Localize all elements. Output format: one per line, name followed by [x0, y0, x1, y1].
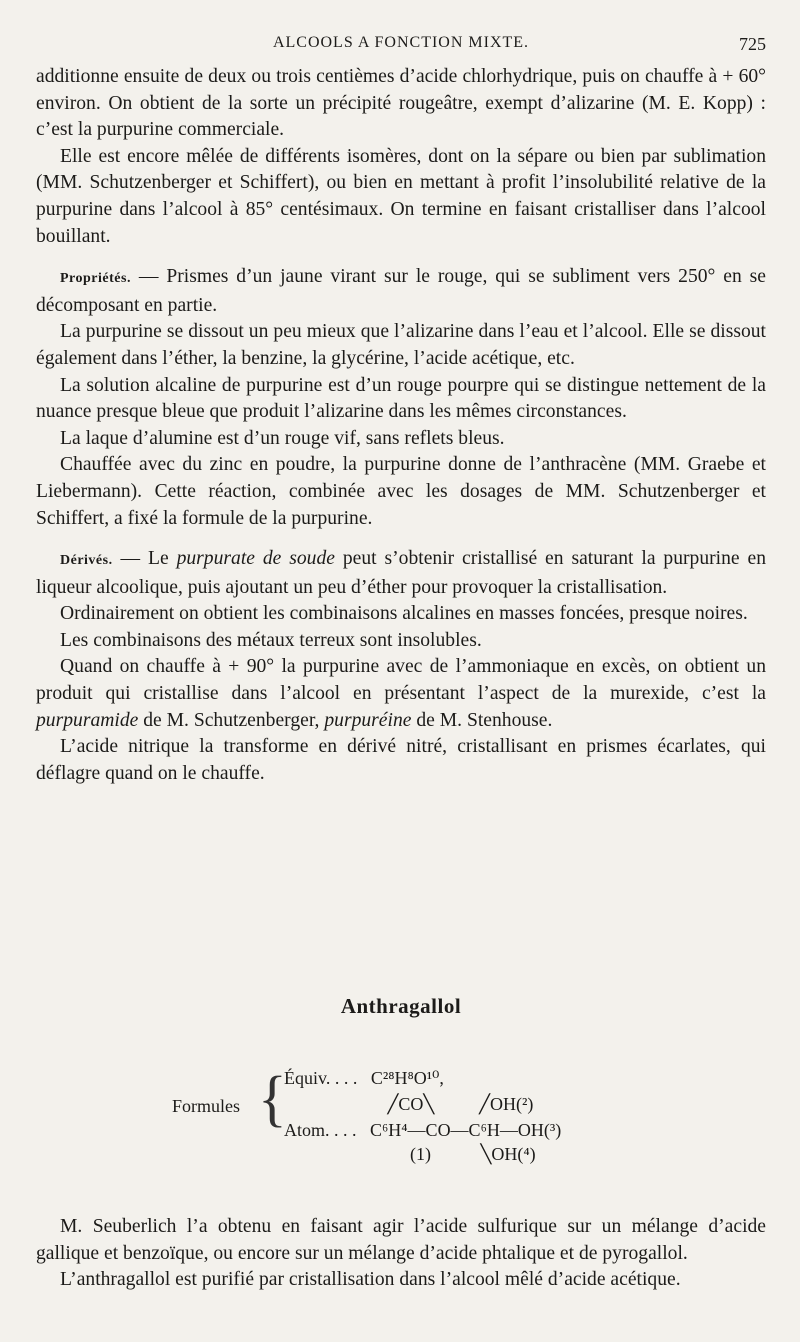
paragraph: La laque d’alumine est d’un rouge vif, sans reflets bleus. — [60, 427, 505, 449]
running-head — [36, 34, 766, 58]
brace: { — [258, 1063, 287, 1133]
formula-line: (1) ╲OH(⁴) — [284, 1144, 536, 1164]
paragraph-text: — Prismes d’un jaune virant sur le rouge, qui se subliment vers 250° en se décomposant en partie. — [36, 266, 766, 316]
paragraph: La purpurine se dissout un peu mieux que l’alizarine dans l’eau et l’alcool. Elle se dissout également dans l’éther, la benzine, la glycérine, l’acide acétique, etc. — [36, 321, 766, 369]
formula-atom: Atom. . . . C⁶H⁴—CO—C⁶H—OH(³) — [284, 1120, 562, 1140]
paragraph: additionne ensuite de deux ou trois centièmes d’acide chlorhydrique, puis on chauffe à + 60° environ. On obtient de la sorte un précipité rougeâtre, exempt d’alizarine (M. E. Kopp) : c’est la purpurine commerciale. — [36, 66, 766, 141]
paragraph: Les combinaisons des métaux terreux sont insolubles. — [60, 629, 482, 651]
paragraph: Quand on chauffe à + 90° la purpurine avec de l’ammoniaque en excès, on obtient un produit qui cristallise dans l’alcool en présentant l’aspect de la murexide, c’est la purpuramide de M. Schutzenberger, purpuréine de M. Stenhouse. — [36, 656, 766, 731]
derives-paragraph: Dérivés. — Le purpurate de soude peut s’obtenir cristallisé en saturant la purpurine en liqueur alcoolique, puis ajoutant un peu d’éther pour provoquer la cristallisation. — [36, 548, 766, 598]
paragraph: Chauffée avec du zinc en poudre, la purpurine donne de l’anthracène (MM. Graebe et Liebermann). Cette réaction, combinée avec les dosages de MM. Schutzenberger et Schiffert, a fixé la formule de la purpurine. — [36, 454, 766, 529]
running-head-title: ALCOOLS A FONCTION MIXTE. — [272, 34, 530, 51]
paragraph: L’anthragallol est purifié par cristallisation dans l’alcool mêlé d’acide acétique. — [60, 1269, 681, 1291]
section-title: Anthragallol — [340, 994, 462, 1018]
paragraph: L’acide nitrique la transforme en dérivé nitré, cristallisant en prismes écarlates, qui déflagre quand on le chauffe. — [36, 736, 766, 784]
formula-equiv: Équiv. . . . C²⁸H⁸O¹⁰, — [284, 1068, 444, 1088]
paragraph: La solution alcaline de purpurine est d’un rouge pourpre qui se distingue nettement de la nuance presque bleue que produit l’alizarine dans les mêmes circonstances. — [36, 374, 766, 423]
paragraph: Ordinairement on obtient les combinaisons alcalines en masses foncées, presque noires. — [60, 603, 748, 625]
run-in-heading: Dérivés. — [60, 553, 113, 569]
italic-term: purpuramide — [36, 709, 139, 731]
run-in-heading: Propriétés. — [60, 271, 131, 287]
formula-block — [172, 1064, 672, 1168]
proprietes-paragraph — [36, 264, 766, 319]
paragraph: Elle est encore mêlée de différents isomères, dont on la sépare ou bien par sublimation (MM. Schutzenberger et Schiffert), ou bien en mettant à profit l’insolubilité relative de la purpurine dans l’alcool à 85° centésimaux. On termine en faisant cristalliser dans l’alcool bouillant. — [36, 145, 766, 247]
paragraph: M. Seuberlich l’a obtenu en faisant agir l’acide sulfurique sur un mélange d’acide gallique et benzoïque, ou encore sur un mélange d’acide phtalique et de pyrogallol. — [36, 1216, 766, 1264]
page-number: 725 — [739, 34, 766, 54]
italic-term: purpurate de soude — [176, 548, 335, 570]
formula-label: Formules — [172, 1096, 241, 1116]
closing-text — [36, 1214, 766, 1294]
italic-term: purpuréine — [324, 709, 412, 731]
main-text — [36, 64, 766, 787]
formula-line: ╱CO╲ ╱OH(²) — [284, 1094, 534, 1114]
